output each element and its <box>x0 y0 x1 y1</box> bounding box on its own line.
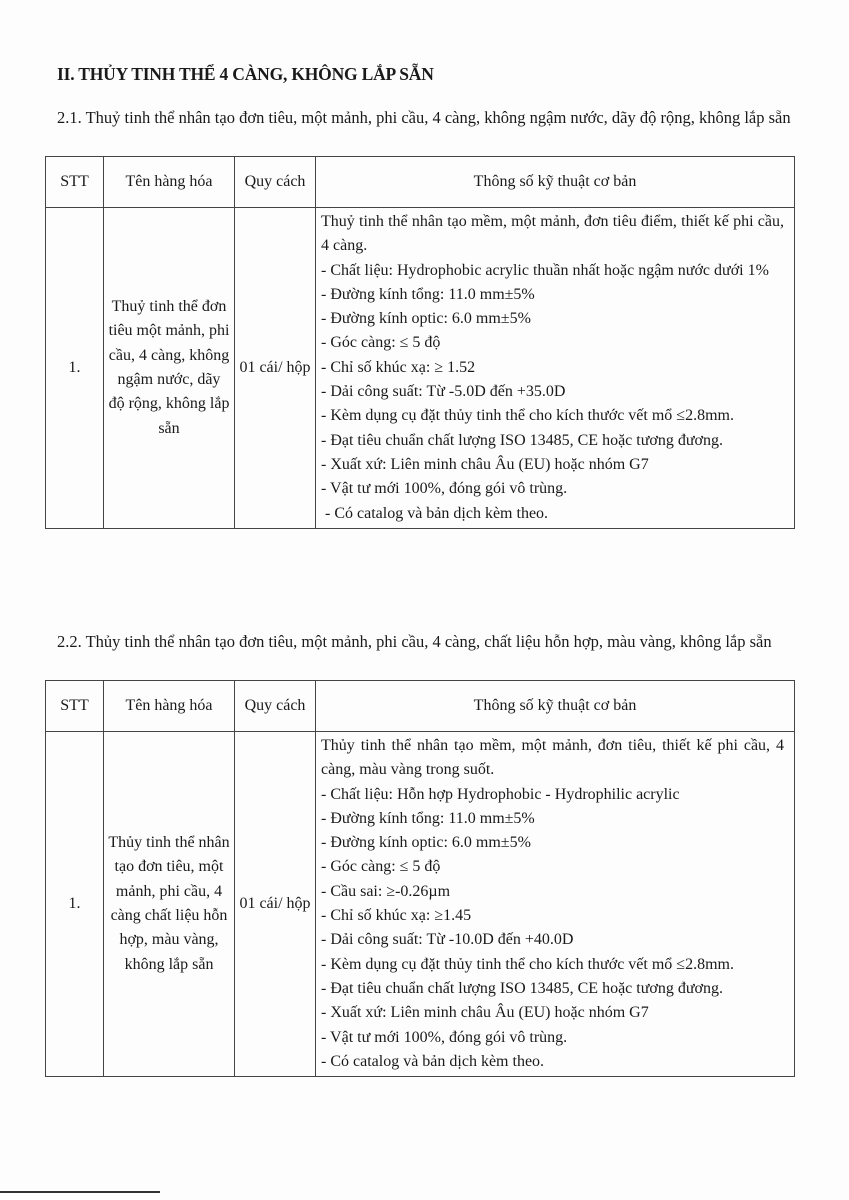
spec-line: - Xuất xứ: Liên minh châu Âu (EU) hoặc nhóm G7 <box>321 455 649 473</box>
spec-line: - Cầu sai: ≥-0.26µm <box>321 882 451 900</box>
spec-line: - Có catalog và bản dịch kèm theo. <box>321 1052 545 1070</box>
table-row <box>46 732 795 1077</box>
cell-stt: 1. <box>46 732 104 1077</box>
header-spec: Quy cách <box>235 157 316 208</box>
spec-line: - Chất liệu: Hydrophobic acrylic thuần nhất hoặc ngậm nước dưới 1% <box>321 261 769 279</box>
spec-line: - Dải công suất: Từ -10.0D đến +40.0D <box>321 931 574 949</box>
table-row <box>46 208 795 529</box>
table-header-row <box>46 681 795 732</box>
header-tech: Thông số kỹ thuật cơ bản <box>316 157 795 208</box>
cell-packaging: 01 cái/ hộp <box>239 358 311 376</box>
header-stt: STT <box>46 157 104 208</box>
header-tech: Thông số kỹ thuật cơ bản <box>316 681 795 732</box>
spec-line: - Đạt tiêu chuẩn chất lượng ISO 13485, CE hoặc tương đương. <box>321 979 723 997</box>
header-spec: Quy cách <box>235 681 316 732</box>
spec-line: - Có catalog và bản dịch kèm theo. <box>321 504 549 522</box>
spec-line: - Kèm dụng cụ đặt thủy tinh thể cho kích thước vết mổ ≤2.8mm. <box>321 955 734 973</box>
cell-stt: 1. <box>46 208 104 529</box>
subsection-2-1-title: 2.1. Thuỷ tinh thể nhân tạo đơn tiêu, một mảnh, phi cầu, 4 càng, không ngậm nước, dãy độ rộng, không lắp sẵn <box>57 108 791 127</box>
spec-line: - Vật tư mới 100%, đóng gói vô trùng. <box>321 480 568 498</box>
cell-product-name: Thuỷ tinh thể đơn tiêu một mảnh, phi cầu, 4 càng, không ngậm nước, dãy độ rộng, không lắp sẵn <box>108 298 230 437</box>
spec-line: - Góc càng: ≤ 5 độ <box>321 334 441 352</box>
spec-line: - Chỉ số khúc xạ: ≥ 1.52 <box>321 358 476 376</box>
spec-table-2-2 <box>45 680 795 1077</box>
spec-table-2-1 <box>45 156 795 529</box>
spec-line: - Kèm dụng cụ đặt thủy tinh thể cho kích thước vết mổ ≤2.8mm. <box>321 407 734 425</box>
footer-rule <box>0 1191 160 1193</box>
spec-line: Thuỷ tinh thể nhân tạo mềm, một mảnh, đơn tiêu điểm, thiết kế phi cầu, 4 càng. <box>321 213 784 255</box>
spec-line: Thủy tinh thể nhân tạo mềm, một mảnh, đơn tiêu, thiết kế phi cầu, 4 càng, màu vàng trong suốt. <box>321 737 784 779</box>
header-name: Tên hàng hóa <box>104 157 235 208</box>
spec-line: - Góc càng: ≤ 5 độ <box>321 858 441 876</box>
spec-line: - Đường kính tổng: 11.0 mm±5% <box>321 809 535 827</box>
header-stt: STT <box>46 681 104 732</box>
spec-line: - Đường kính optic: 6.0 mm±5% <box>321 310 531 328</box>
subsection-2-2-title: 2.2. Thủy tinh thể nhân tạo đơn tiêu, một mảnh, phi cầu, 4 càng, chất liệu hỗn hợp, màu vàng, không lắp sẵn <box>57 632 772 651</box>
spec-line: - Vật tư mới 100%, đóng gói vô trùng. <box>321 1028 568 1046</box>
table-header-row <box>46 157 795 208</box>
cell-tech-specs <box>316 732 794 1076</box>
spec-line: - Xuất xứ: Liên minh châu Âu (EU) hoặc nhóm G7 <box>321 1004 649 1022</box>
spec-line: - Chất liệu: Hỗn hợp Hydrophobic - Hydrophilic acrylic <box>321 785 680 803</box>
spec-line: - Đạt tiêu chuẩn chất lượng ISO 13485, CE hoặc tương đương. <box>321 431 723 449</box>
cell-product-name: Thủy tinh thể nhân tạo đơn tiêu, một mảnh, phi cầu, 4 càng chất liệu hỗn hợp, màu vàng, không lắp sẵn <box>108 834 230 973</box>
cell-packaging: 01 cái/ hộp <box>239 894 311 912</box>
spec-line: - Dải công suất: Từ -5.0D đến +35.0D <box>321 383 566 401</box>
section-title: II. THỦY TINH THỂ 4 CÀNG, KHÔNG LẮP SẴN <box>57 64 434 84</box>
spec-line: - Đường kính optic: 6.0 mm±5% <box>321 834 531 852</box>
spec-line: - Đường kính tổng: 11.0 mm±5% <box>321 285 535 303</box>
spec-line: - Chỉ số khúc xạ: ≥1.45 <box>321 907 472 925</box>
cell-tech-specs <box>316 208 794 528</box>
header-name: Tên hàng hóa <box>104 681 235 732</box>
